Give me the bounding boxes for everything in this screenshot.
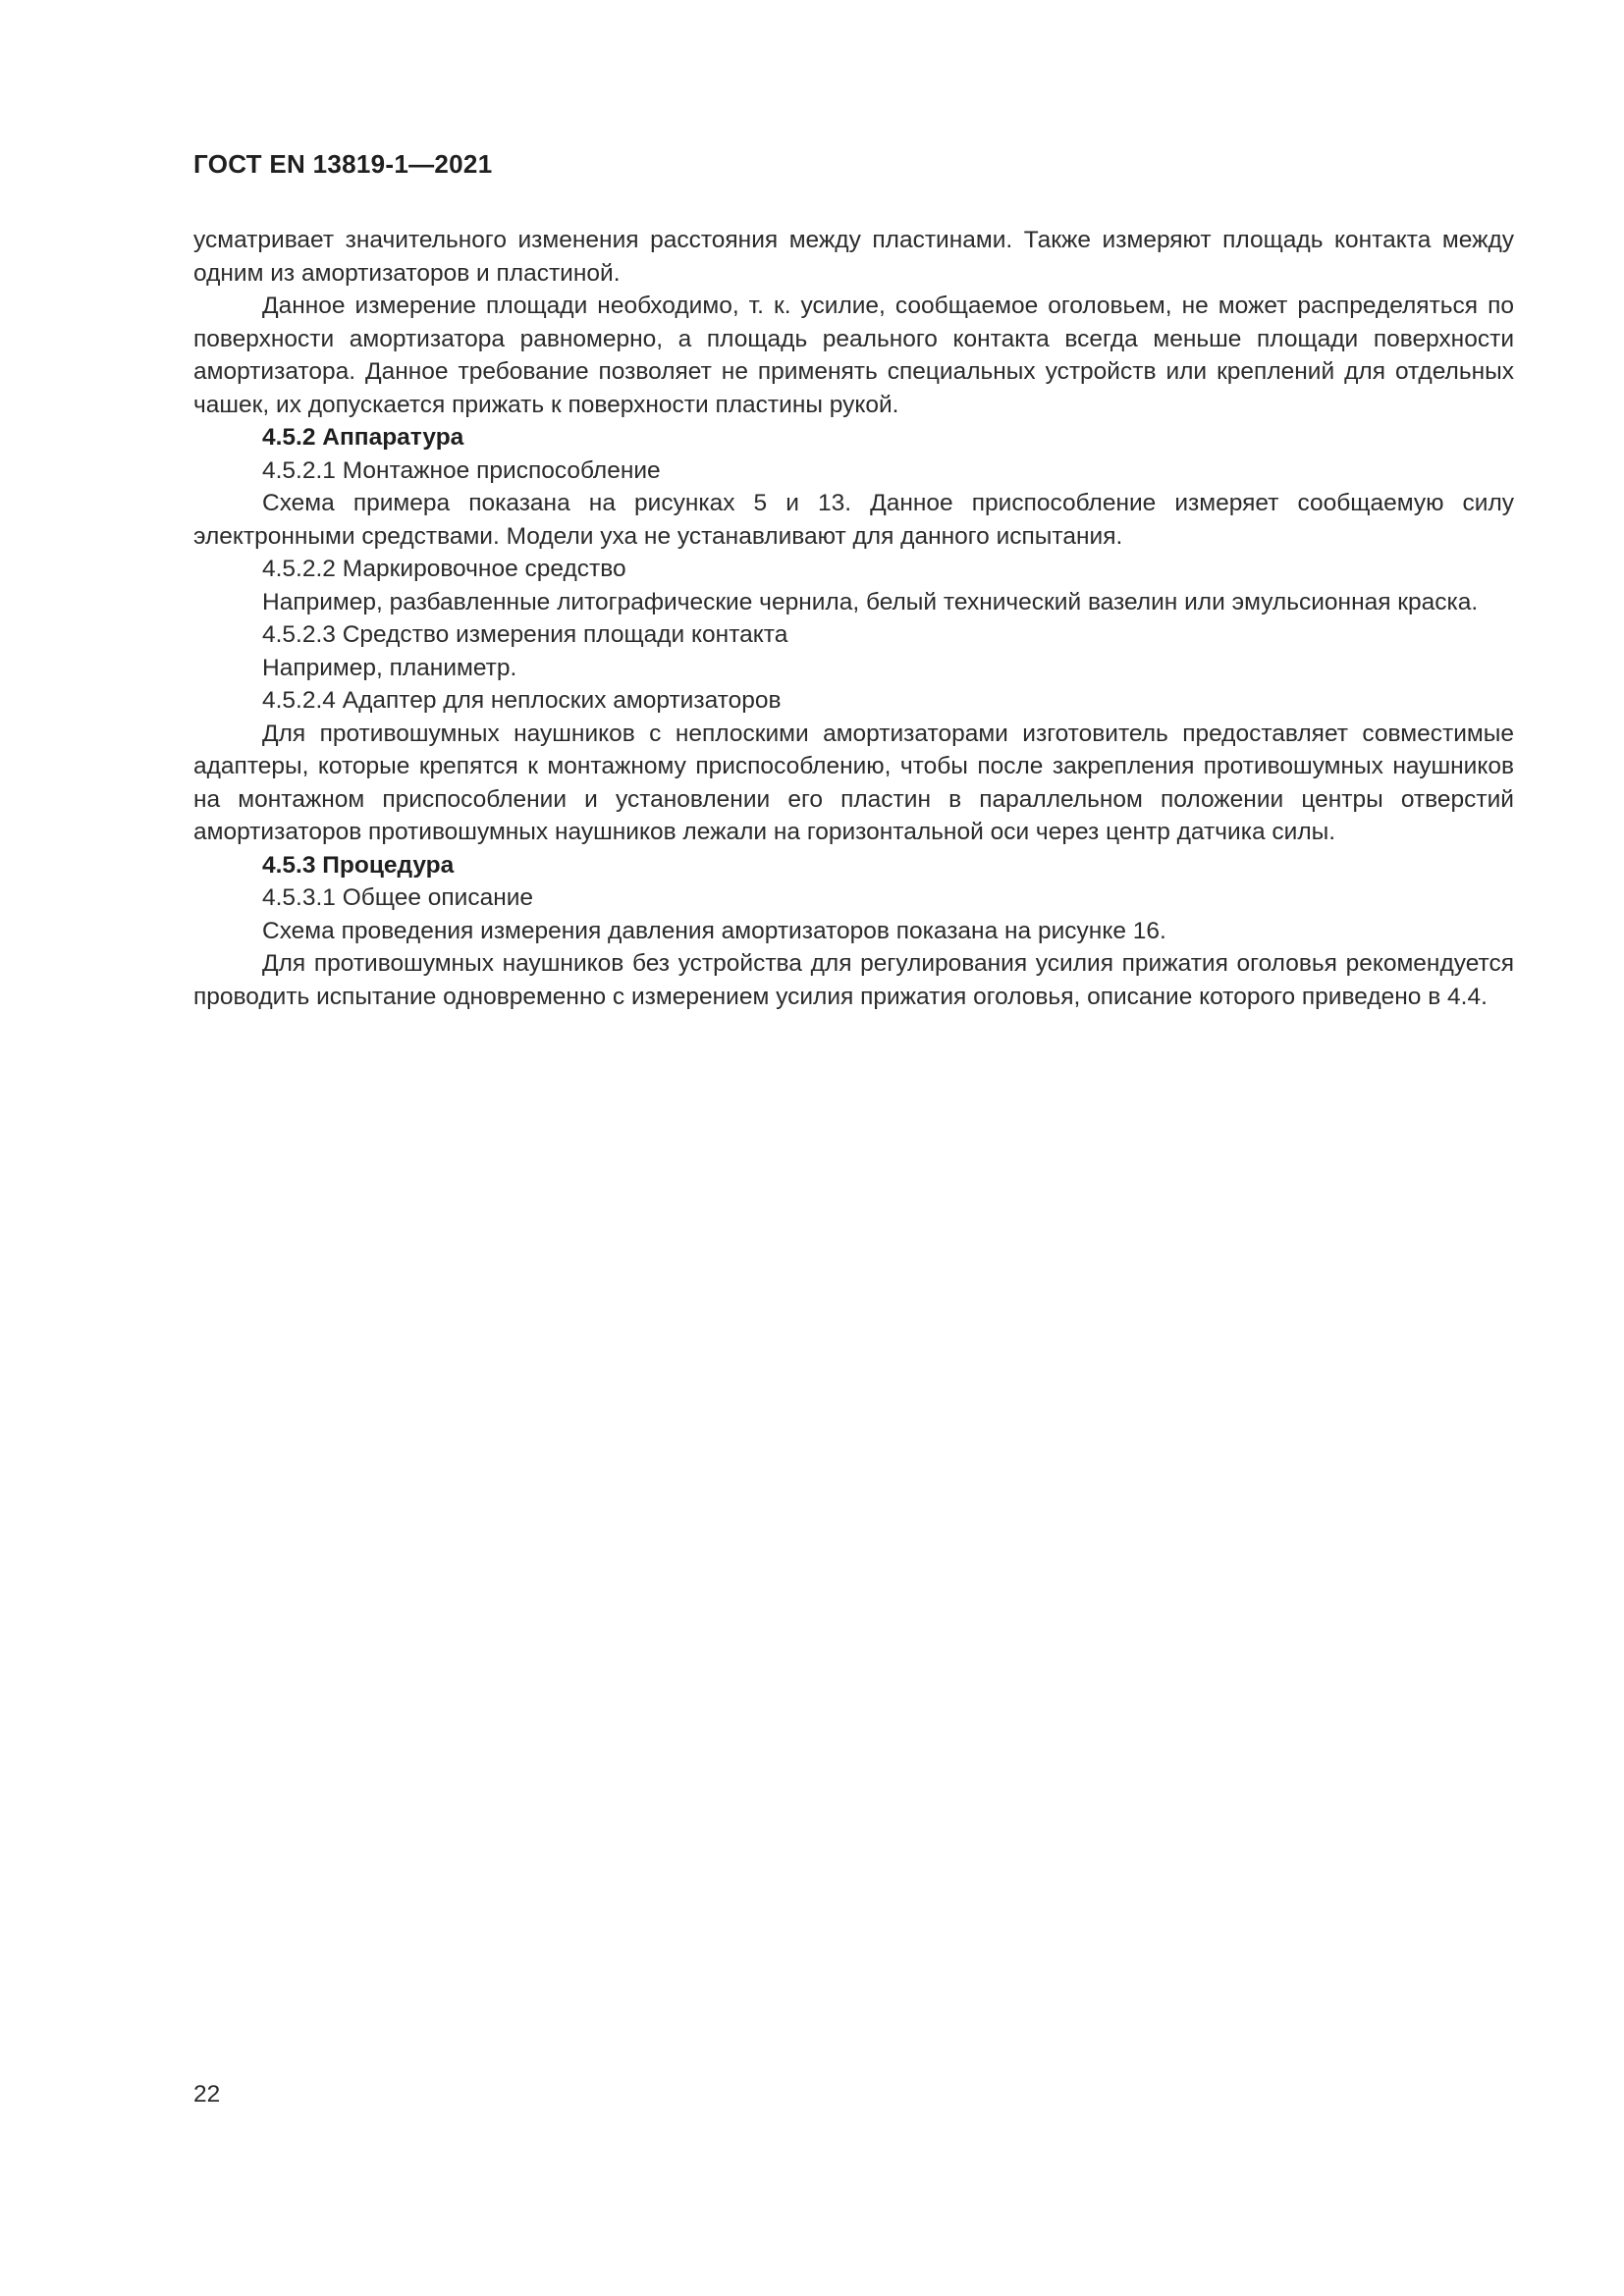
heading-4-5-3: 4.5.3 Процедура [262,851,455,879]
paragraph-area-measurement: Данное измерение площади необходимо, т. к. усилие, сообщаемое оголовьем, не может распределяться по поверхности амортизатора равномерно, а площадь реального контакта всегда меньше площади поверхности амортизатора. Данное требование позволяет не применять специальных устройств или креплений для отдельных чашек, их допускается прижать к поверхности пластины рукой. [193,293,1514,418]
document-header: ГОСТ EN 13819-1—2021 [193,149,493,179]
paragraph-4-5-3-1-b: Для противошумных наушников без устройства для регулирования усилия прижатия оголовья рекомендуется проводить испытание одновременно с измерением усилия прижатия оголовья, описание которого приведено в 4.4. [193,950,1514,1010]
subheading-4-5-2-3: 4.5.2.3 Средство измерения площади контакта [262,621,788,648]
paragraph-4-5-2-4: Для противошумных наушников с неплоскими амортизаторами изготовитель предоставляет совместимые адаптеры, которые крепятся к монтажному приспособлению, чтобы после закрепления противошумных наушников на монтажном приспособлении и установлении его пластин в параллельном положении центры отверстий амортизаторов противошумных наушников лежали на горизонтальной оси через центр датчика силы. [193,720,1514,845]
subheading-4-5-3-1: 4.5.3.1 Общее описание [262,884,534,911]
subheading-4-5-2-4: 4.5.2.4 Адаптер для неплоских амортизаторов [262,687,782,714]
subheading-4-5-2-1: 4.5.2.1 Монтажное приспособление [262,456,661,484]
subheading-4-5-2-2: 4.5.2.2 Маркировочное средство [262,556,626,582]
document-body [193,224,1514,1013]
paragraph-4-5-2-2: Например, разбавленные литографические чернила, белый технический вазелин или эмульсионная краска. [262,588,1479,615]
heading-4-5-2: 4.5.2 Аппаратура [262,424,464,451]
paragraph-4-5-2-1: Схема примера показана на рисунках 5 и 13. Данное приспособление измеряет сообщаемую силу электронными средствами. Модели уха не устанавливают для данного испытания. [193,490,1514,550]
paragraph-4-5-2-3: Например, планиметр. [262,654,517,681]
page-number: 22 [193,2081,221,2108]
paragraph-4-5-3-1-a: Схема проведения измерения давления амортизаторов показана на рисунке 16. [262,917,1166,944]
paragraph-continuation: усматривает значительного изменения расстояния между пластинами. Также измеряют площадь контакта между одним из амортизаторов и пластиной. [193,227,1514,287]
